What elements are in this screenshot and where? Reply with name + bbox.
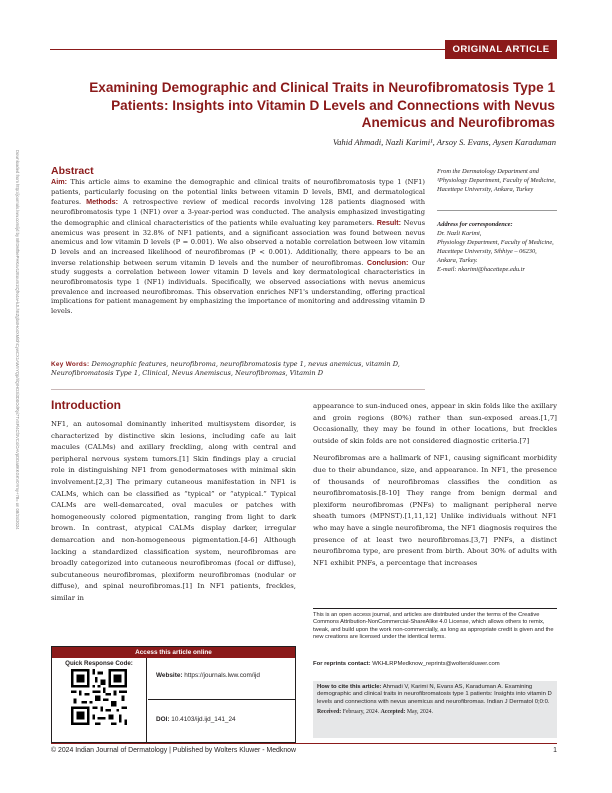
intro-paragraph: NF1, an autosomal dominantly inherited multisystem disorder, is characterized by distinctive skin lesions, including cafe au lait macules (CALMs) and axillary freckling, along with central and peripheral nervous system tumors.[1] Skin findings play a crucial role in distinguishing NF1 from genodermatoses with minimal skin involvement.[2,3] The primary cutaneous manifestation in NF1 is CALMs, which can be classified as “typical” or “atypical.” Typical CALMs are well-demarcated, oval macules or patches with homogeneously colored pigmentation, ranging from light to dark brown. In contrast, atypical CALMs display darker, irregular demarcation and non-homogeneous pigmentation.[4-6] Although lacking a standardized classification system, neurofibromas are broadly categorized into cutaneous neurofibromas (focal or diffuse), subcutaneous neurofibromas, plexiform neurofibromas (nodular or diffuse), and spinal neurofibromas.[1] In NF1 patients, freckles, similar in bbox=[51, 420, 296, 602]
conclusion-label: Conclusion: bbox=[366, 257, 409, 267]
introduction-heading: Introduction bbox=[51, 398, 121, 412]
intro-paragraph: appearance to sun-induced ones, appear in skin folds like the axillary and groin regions (80%) rather than sun-exposed areas.[1,7] Occasionally, they may be found in other locations, but freckles outside of skin folds are not considered diagnostic criteria.[7] bbox=[313, 402, 557, 445]
license-divider bbox=[313, 608, 557, 609]
access-header: Access this article online bbox=[52, 647, 295, 658]
download-note-text: Downloaded from http://journals.lww.com/ijd by BhDMf5ePHKav1zEoum1tQfN4a+kJLhEZgbsIHo4XMi0hCywCX1AWnYQp/IlQrHD3i3D0OdRyi7TvSFl4Cf3VC4/OAVpDDa8KKGKV0Ymy+78= on 08/24/2024 bbox=[15, 150, 20, 530]
doi-label: DOI: bbox=[156, 716, 170, 723]
abstract-divider bbox=[51, 389, 425, 390]
access-online-box bbox=[51, 646, 296, 743]
received-label: Received: bbox=[317, 709, 342, 716]
qr-label: Quick Response Code: bbox=[65, 660, 133, 667]
cite-text: Ahmadi V, Karimi N, Evans AS, Karaduman A. Examining demographic and clinical traits in neurofibromatosis type 1 patients: Insights into vitamin D levels and connections with nevus anemicus and neurofibromas. Indian J Dermatol 0;0:0. bbox=[317, 684, 552, 705]
header-rule bbox=[50, 49, 445, 50]
qr-cell bbox=[52, 658, 147, 742]
download-watermark bbox=[10, 150, 20, 530]
keywords-text: Demographic features, neurofibroma, neurofibromatosis type 1, nevus anemicus, vitamin D, Neurofibromatosis Type 1, Clinical, Nevus Anemiscus, Neurofibromas, Vitamin D bbox=[51, 360, 400, 378]
accepted-label: Accepted: bbox=[380, 709, 406, 716]
reprints-contact bbox=[313, 661, 557, 667]
result-text: Nevus anemicus was present in 32.8% of NF1 patients, and a significant association was found between nevus anemicus and low vitamin D levels (P = 0.001). We also observed a notable correlation between low vitamin D levels and an increased likelihood of neurofibromas (P < 0.001). Additionally, there appears to be an inverse relationship between serum vitamin D levels and the number of neurofibromas. bbox=[51, 218, 425, 267]
intro-paragraph: Neurofibromas are a hallmark of NF1, causing significant morbidity due to their abundance, size, and appearance. In NF1, the presence of thousands of neurofibromas classifies the condition as neurofibromatosis.[8-10] They range from benign dermal and plexiform neurofibromas (PNFs) to malignant peripheral nerve sheath tumors (MPNST).[1,11,12] Unlike individuals without NF1 who may have a single neurofibroma, the NF1 diagnosis requires the presence of at least two neurofibromas.[3,7] PNFs, a distinct neurofibroma type, are present from birth. About 30% of adults with NF1 exhibit PNFs, a percentage that increases bbox=[313, 454, 557, 567]
website-label: Website: bbox=[156, 672, 183, 679]
website-cell bbox=[148, 658, 295, 700]
keywords-label: Key Words: bbox=[51, 361, 90, 368]
correspondence-email[interactable]: E-mail: nkarimi@hacettepe.edu.tr bbox=[437, 266, 526, 273]
qr-code-icon[interactable] bbox=[71, 669, 127, 725]
result-label: Result: bbox=[376, 217, 402, 227]
conclusion-text: Our study suggests a correlation between lower vitamin D levels and key dermatological characteristics in neurofibromatosis type 1 (NF1) individuals. Specifically, we observed associations with nevus anemicus prevalence and increased neurofibromas. This observation enriches NF1's understanding, offering practical implications for patient management by emphasizing the importance of monitoring and addressing vitamin D levels. bbox=[51, 258, 425, 316]
footer-rule bbox=[51, 743, 557, 744]
affiliation: From the Dermatology Department and ¹Physiology Department, Faculty of Medicine, Hacettepe University, Ankara, Turkey bbox=[437, 168, 556, 193]
aim-text: This article aims to examine the demographic and clinical traits of neurofibromatosis type 1 (NF1) patients, particularly focusing on the potential links between vitamin D levels, BMI, and dermatological features. bbox=[51, 178, 425, 207]
cite-label: How to cite this article: bbox=[317, 684, 382, 690]
received-accepted-dates bbox=[317, 709, 553, 716]
reprints-label: For reprints contact: bbox=[313, 661, 371, 667]
abstract-body bbox=[51, 177, 425, 317]
website-link[interactable]: https://journals.lww.com/ijd bbox=[184, 672, 260, 679]
page-number: 1 bbox=[553, 747, 557, 754]
accepted-date: May, 2024. bbox=[406, 709, 434, 716]
license-text: This is an open access journal, and articles are distributed under the terms of the Creative Commons Attribution-NonCommercial-ShareAlike 4.0 License, which allows others to remix, tweak, and build upon the work non-commercially, as long as appropriate credit is given and the new creations are licensed under the identical terms. bbox=[313, 612, 554, 640]
article-type-badge: ORIGINAL ARTICLE bbox=[445, 40, 557, 59]
introduction-left-column bbox=[51, 419, 296, 605]
affiliation-divider bbox=[437, 210, 557, 211]
correspondence-name: Dr. Nazli Karimi, bbox=[437, 230, 482, 237]
methods-text: A retrospective review of medical records involving 128 patients diagnosed with neurofibromatosis type 1 (NF1) over a 3-year-period was conducted. The analysis emphasized investigating the demographic and clinical characteristics of the patients while evaluating key parameters. bbox=[51, 198, 425, 227]
correspondence-heading: Address for correspondence: bbox=[437, 221, 513, 228]
doi-cell bbox=[148, 701, 295, 742]
abstract-heading: Abstract bbox=[51, 165, 94, 177]
correspondence-address: Physiology Department, Faculty of Medicine, Hacettepe University, Sihhiye – 06230, Ankara, Turkey. bbox=[437, 239, 554, 264]
doi-value[interactable]: 10.4103/ijd.ijd_141_24 bbox=[171, 716, 236, 723]
aim-label: Aim: bbox=[51, 177, 67, 186]
citation-box bbox=[313, 681, 557, 738]
introduction-right-column bbox=[313, 401, 557, 569]
keywords bbox=[51, 360, 425, 379]
author-list: Vahid Ahmadi, Nazli Karimi¹, Arsoy S. Evans, Aysen Karaduman bbox=[332, 137, 556, 147]
methods-label: Methods: bbox=[86, 197, 119, 207]
article-title: Examining Demographic and Clinical Traits in Neurofibromatosis Type 1 Patients: Insights into Vitamin D Levels and Connections with Nevus Anemicus and Neurofibromas bbox=[89, 80, 555, 131]
reprints-email[interactable]: WKHLRPMedknow_reprints@wolterskluwer.com bbox=[372, 661, 500, 667]
footer-text: © 2024 Indian Journal of Dermatology | Published by Wolters Kluwer - Medknow bbox=[51, 747, 296, 754]
correspondence bbox=[437, 220, 557, 274]
received-date: February, 2024. bbox=[342, 709, 380, 716]
